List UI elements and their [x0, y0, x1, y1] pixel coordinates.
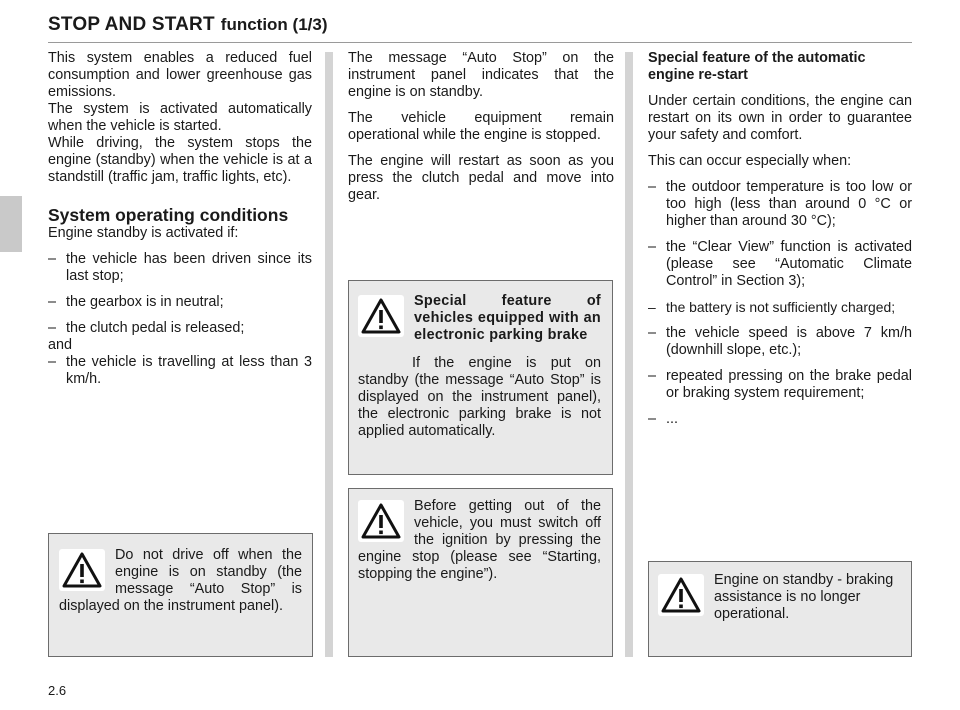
intro-paragraph-2: The system is activated automatically when the vehicle is started.: [48, 101, 312, 134]
warning-triangle-icon: [59, 549, 105, 591]
column-2: [348, 50, 614, 213]
list-item: – ...: [648, 411, 678, 427]
list-item: – the vehicle is travelling at less than 3 km/h.: [48, 354, 312, 387]
box-text-braking-assistance: Engine on standby - braking assistance is no longer operational.: [714, 572, 894, 622]
warning-box-braking-assistance: [648, 561, 912, 657]
list-item: – repeated pressing on the brake pedal or braking system requirement;: [648, 368, 912, 401]
list-item: – the vehicle speed is above 7 km/h (downhill slope, etc.);: [648, 325, 912, 358]
column-1: [48, 50, 312, 397]
warning-triangle-icon: [358, 500, 404, 542]
intro-paragraph-1: This system enables a reduced fuel consumption and lower greenhouse gas emissions.: [48, 50, 312, 100]
column-divider-1: [325, 52, 333, 657]
section-heading-operating-conditions: System operating conditions: [48, 205, 289, 225]
heading-auto-restart: Special feature of the automatic engine re-start: [648, 50, 866, 83]
box-title-parking-brake: Special feature of vehicles equipped with an electronic parking brake: [414, 293, 601, 343]
list-item: – the battery is not sufficiently charged;: [648, 299, 896, 315]
list-item: – the outdoor temperature is too low or too high (less than around 0 °C or higher than around 30 °C);: [648, 179, 912, 229]
section-tab: [0, 196, 22, 252]
box-text-parking-brake: If the engine is put on standby (the message “Auto Stop” is displayed on the instrument panel), the electronic parking brake is not applied automatically.: [358, 355, 601, 439]
and-connector: and: [48, 337, 73, 353]
title-main: STOP AND START: [48, 14, 215, 35]
title-sub: function (1/3): [220, 15, 328, 34]
intro-paragraph-3: While driving, the system stops the engine (standby) when the vehicle is at a standstill (traffic jam, traffic lights, etc).: [48, 135, 312, 185]
list-item: – the clutch pedal is released;: [48, 320, 245, 336]
title-rule: [48, 42, 912, 43]
list-item: – the “Clear View” function is activated (please see “Automatic Climate Control” in Section 3);: [648, 239, 912, 289]
paragraph-restart: The engine will restart as soon as you press the clutch pedal and move into gear.: [348, 153, 614, 203]
page-title: [48, 14, 328, 36]
paragraph-restart-conditions: Under certain conditions, the engine can restart on its own in order to guarantee your safety and comfort.: [648, 93, 912, 143]
list-item: – the gearbox is in neutral;: [48, 294, 224, 310]
paragraph-auto-stop-message: The message “Auto Stop” on the instrument panel indicates that the engine is on standby.: [348, 50, 614, 100]
warning-box-parking-brake: [348, 280, 613, 475]
paragraph-occurs-when: This can occur especially when:: [648, 153, 852, 169]
warning-triangle-icon: [358, 295, 404, 337]
page-number: 2.6: [48, 683, 67, 698]
paragraph-equipment: The vehicle equipment remain operational while the engine is stopped.: [348, 110, 614, 143]
warning-triangle-icon: [658, 574, 704, 616]
column-3: [648, 50, 912, 437]
warning-box-drive-off: [48, 533, 313, 657]
conditions-list-2: [48, 354, 312, 388]
box-text-getting-out: Before getting out of the vehicle, you must switch off the ignition by pressing the engine stop (please see “Starting, stopping the engine”).: [358, 498, 601, 582]
conditions-lead: Engine standby is activated if:: [48, 225, 239, 241]
warning-text-drive-off: Do not drive off when the engine is on standby (the message “Auto Stop” is displayed on the instrument panel).: [59, 547, 302, 614]
restart-conditions-list: [648, 179, 912, 428]
column-divider-2: [625, 52, 633, 657]
warning-box-getting-out: [348, 488, 613, 657]
list-item: – the vehicle has been driven since its last stop;: [48, 251, 312, 284]
conditions-list: [48, 251, 312, 337]
